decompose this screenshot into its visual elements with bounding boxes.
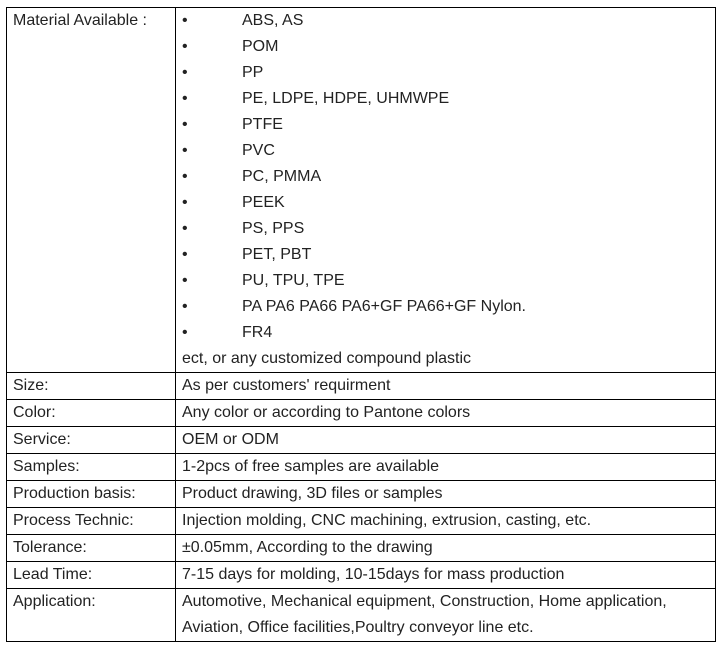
- table-row-material: [7, 8, 716, 373]
- list-item: • ABS, AS: [182, 8, 715, 34]
- samples-value: 1-2pcs of free samples are available: [176, 454, 716, 481]
- list-item: • PET, PBT: [182, 242, 715, 268]
- bullet-icon: •: [182, 142, 188, 159]
- production-basis-label: Production basis:: [7, 481, 176, 508]
- bullet-icon: •: [182, 12, 188, 29]
- color-label: Color:: [7, 400, 176, 427]
- bullet-icon: •: [182, 246, 188, 263]
- material-list: [182, 8, 715, 346]
- tolerance-label: Tolerance:: [7, 535, 176, 562]
- table-row-service: [7, 427, 716, 454]
- table-row-lead-time: [7, 562, 716, 589]
- list-item: • PTFE: [182, 112, 715, 138]
- bullet-icon: •: [182, 272, 188, 289]
- size-value: As per customers' requirment: [176, 373, 716, 400]
- list-item: • POM: [182, 34, 715, 60]
- list-item: • FR4: [182, 320, 715, 346]
- color-value: Any color or according to Pantone colors: [176, 400, 716, 427]
- application-label: Application:: [7, 589, 176, 642]
- spec-table: [6, 7, 716, 642]
- table-row-tolerance: [7, 535, 716, 562]
- list-item: • PS, PPS: [182, 216, 715, 242]
- material-label: Material Available :: [7, 8, 176, 373]
- table-row-samples: [7, 454, 716, 481]
- bullet-icon: •: [182, 116, 188, 133]
- list-item: • PE, LDPE, HDPE, UHMWPE: [182, 86, 715, 112]
- list-item: • PU, TPU, TPE: [182, 268, 715, 294]
- list-item: • PC, PMMA: [182, 164, 715, 190]
- process-technic-value: Injection molding, CNC machining, extrusion, casting, etc.: [176, 508, 716, 535]
- list-item: • PA PA6 PA66 PA6+GF PA66+GF Nylon.: [182, 294, 715, 320]
- bullet-icon: •: [182, 324, 188, 341]
- size-label: Size:: [7, 373, 176, 400]
- list-item: • PP: [182, 60, 715, 86]
- material-note: ect, or any customized compound plastic: [182, 350, 472, 367]
- table-row-color: [7, 400, 716, 427]
- application-value: Automotive, Mechanical equipment, Construction, Home application, Aviation, Office facilities,Poultry conveyor line etc.: [176, 589, 716, 642]
- bullet-icon: •: [182, 194, 188, 211]
- table-row-size: [7, 373, 716, 400]
- service-value: OEM or ODM: [176, 427, 716, 454]
- table-row-production-basis: [7, 481, 716, 508]
- bullet-icon: •: [182, 90, 188, 107]
- production-basis-value: Product drawing, 3D files or samples: [176, 481, 716, 508]
- lead-time-value: 7-15 days for molding, 10-15days for mass production: [176, 562, 716, 589]
- process-technic-label: Process Technic:: [7, 508, 176, 535]
- material-cell: [176, 8, 716, 373]
- bullet-icon: •: [182, 220, 188, 237]
- table-row-application: [7, 589, 716, 642]
- list-item: • PEEK: [182, 190, 715, 216]
- service-label: Service:: [7, 427, 176, 454]
- bullet-icon: •: [182, 64, 188, 81]
- tolerance-value: ±0.05mm, According to the drawing: [176, 535, 716, 562]
- lead-time-label: Lead Time:: [7, 562, 176, 589]
- samples-label: Samples:: [7, 454, 176, 481]
- table-row-process-technic: [7, 508, 716, 535]
- bullet-icon: •: [182, 168, 188, 185]
- bullet-icon: •: [182, 298, 188, 315]
- list-item: • PVC: [182, 138, 715, 164]
- bullet-icon: •: [182, 38, 188, 55]
